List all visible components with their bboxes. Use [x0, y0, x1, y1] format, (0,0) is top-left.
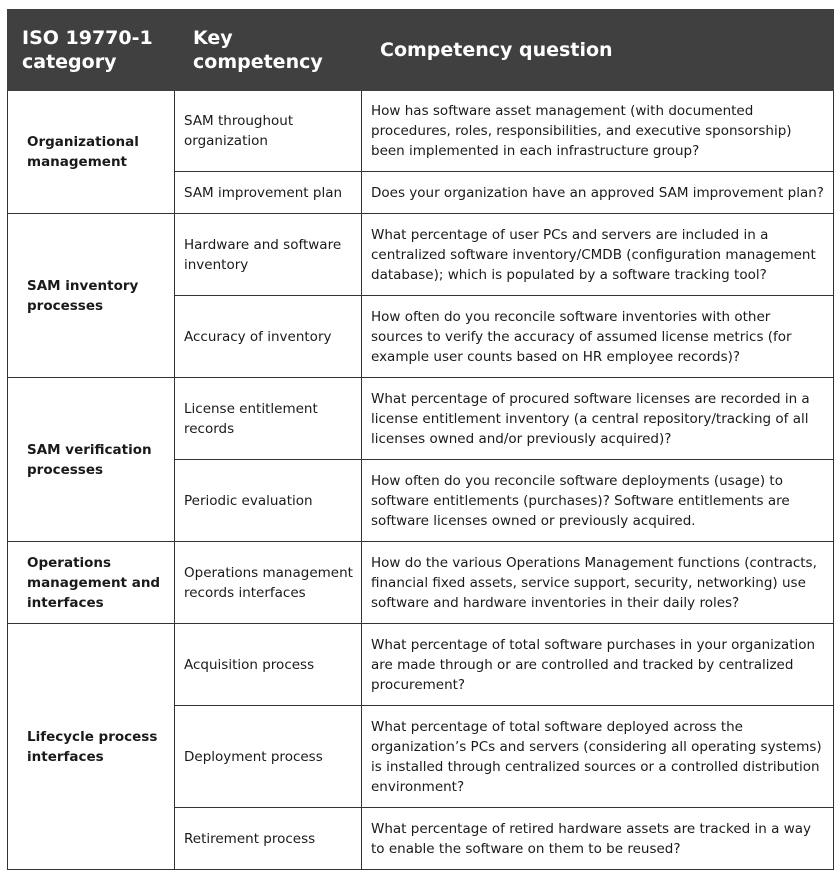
- category-cell: SAM inventory processes: [8, 214, 175, 378]
- competency-cell: Operations management records interfaces: [175, 542, 362, 624]
- competency-cell: SAM throughout organization: [175, 91, 362, 172]
- header-row: [8, 10, 834, 91]
- question-cell: How often do you reconcile software deployments (usage) to software entitlements (purchases)? Software entitlements are software licenses owned or previously acquired.: [362, 460, 834, 542]
- question-cell: What percentage of total software deployed across the organization’s PCs and servers (considering all operating systems) is installed through centralized sources or a controlled distribution environment?: [362, 706, 834, 808]
- question-cell: What percentage of total software purchases in your organization are made through or are controlled and tracked by centralized procurement?: [362, 624, 834, 706]
- header-category: ISO 19770-1 category: [8, 10, 175, 91]
- question-cell: How often do you reconcile software inventories with other sources to verify the accuracy of assumed license metrics (for example user counts based on HR employee records)?: [362, 296, 834, 378]
- competency-cell: SAM improvement plan: [175, 172, 362, 214]
- table-row: [8, 542, 834, 624]
- competency-cell: Accuracy of inventory: [175, 296, 362, 378]
- question-cell: What percentage of user PCs and servers are included in a centralized software inventory/CMDB (configuration management database); which is populated by a software tracking tool?: [362, 214, 834, 296]
- table-row: [8, 214, 834, 296]
- question-cell: Does your organization have an approved SAM improvement plan?: [362, 172, 834, 214]
- question-cell: What percentage of procured software licenses are recorded in a license entitlement inventory (a central repository/tracking of all licenses owned and/or previously acquired)?: [362, 378, 834, 460]
- question-cell: What percentage of retired hardware assets are tracked in a way to enable the software on them to be reused?: [362, 808, 834, 870]
- competency-cell: License entitlement records: [175, 378, 362, 460]
- competency-cell: Periodic evaluation: [175, 460, 362, 542]
- category-cell: Lifecycle process interfaces: [8, 624, 175, 870]
- competency-cell: Deployment process: [175, 706, 362, 808]
- category-cell: Operations management and interfaces: [8, 542, 175, 624]
- competency-cell: Acquisition process: [175, 624, 362, 706]
- competency-cell: Retirement process: [175, 808, 362, 870]
- header-question: Competency question: [362, 10, 834, 91]
- competency-table: [7, 9, 834, 870]
- header-competency: Key competency: [175, 10, 362, 91]
- competency-cell: Hardware and software inventory: [175, 214, 362, 296]
- question-cell: How do the various Operations Management functions (contracts, financial fixed assets, service support, security, networking) use software and hardware inventories in their daily roles?: [362, 542, 834, 624]
- table-row: [8, 91, 834, 172]
- question-cell: How has software asset management (with documented procedures, roles, responsibilities, and executive sponsorship) been implemented in each infrastructure group?: [362, 91, 834, 172]
- category-cell: Organizational management: [8, 91, 175, 214]
- table-row: [8, 624, 834, 706]
- table-row: [8, 378, 834, 460]
- category-cell: SAM verification processes: [8, 378, 175, 542]
